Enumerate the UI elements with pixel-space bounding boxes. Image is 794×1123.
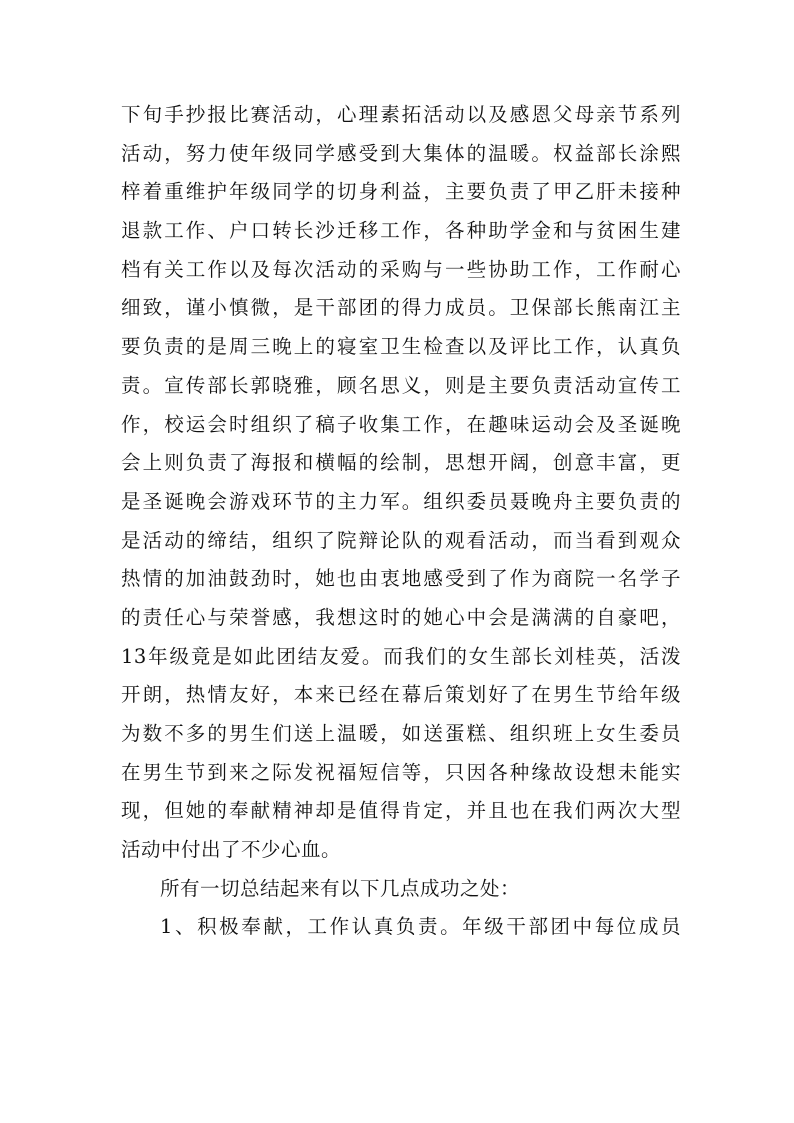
text-line: 会上则负责了海报和横幅的绘制，思想开阔，创意丰富，更 (121, 451, 681, 475)
text-line: 档有关工作以及每次活动的采购与一些协助工作，工作耐心 (121, 257, 681, 281)
text-line: 责。宣传部长郭晓雅，顾名思义，则是主要负责活动宣传工 (121, 373, 681, 397)
text-line: 是活动的缔结，组织了院辩论队的观看活动，而当看到观众 (121, 528, 681, 552)
body-text (121, 96, 681, 947)
text-line: 的责任心与荣誉感，我想这时的她心中会是满满的自豪吧， (121, 605, 681, 629)
text-line: 细致，谨小慎微，是干部团的得力成员。卫保部长熊南江主 (121, 296, 681, 320)
text-line: 为数不多的男生们送上温暖，如送蛋糕、组织班上女生委员 (121, 722, 681, 745)
text-line: 现，但她的奉献精神却是值得肯定，并且也在我们两次大型 (121, 799, 681, 823)
text-line: 活动，努力使年级同学感受到大集体的温暖。权益部长涂熙 (121, 141, 681, 165)
text-line: 梓着重维护年级同学的切身利益，主要负责了甲乙肝未接种 (121, 180, 681, 204)
text-line: 要负责的是周三晚上的寝室卫生检查以及评比工作，认真负 (121, 335, 681, 359)
text-line: 下旬手抄报比赛活动，心理素拓活动以及感恩父母亲节系列 (121, 103, 681, 126)
text-line: 是圣诞晚会游戏环节的主力军。组织委员聂晚舟主要负责的 (121, 489, 681, 513)
text-line: 13年级竟是如此团结友爱。而我们的女生部长刘桂英，活泼 (121, 644, 681, 668)
text-line: 所有一切总结起来有以下几点成功之处： (160, 876, 521, 900)
text-line: 作，校运会时组织了稿子收集工作，在趣味运动会及圣诞晚 (121, 412, 681, 436)
text-line: 活动中付出了不少心血。 (121, 838, 342, 862)
text-line: 热情的加油鼓劲时，她也由衷地感受到了作为商院一名学子 (121, 567, 681, 591)
text-line: 在男生节到来之际发祝福短信等，只因各种缘故设想未能实 (121, 760, 681, 784)
text-line: 开朗，热情友好，本来已经在幕后策划好了在男生节给年级 (121, 683, 681, 707)
text-line: 1、积极奉献，工作认真负责。年级干部团中每位成员 (160, 915, 681, 939)
text-line: 退款工作、户口转长沙迁移工作，各种助学金和与贫困生建 (121, 219, 681, 243)
